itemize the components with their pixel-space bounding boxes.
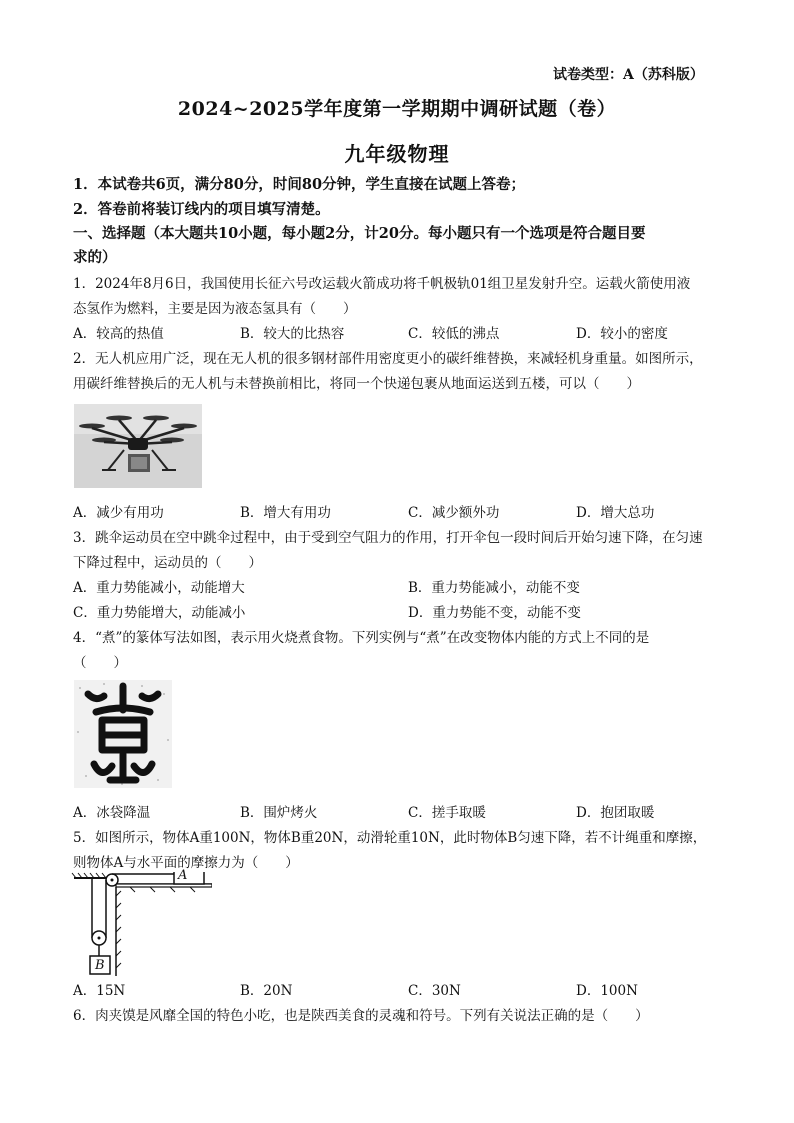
q5-stem-line1: 5．如图所示，物体A重100N，物体B重20N，动滑轮重10N，此时物体B匀速下降，若不计绳重和摩擦，	[73, 830, 707, 846]
drone-icon	[74, 404, 202, 488]
q4-stem-line2: （ ）	[73, 655, 127, 671]
pulley-diagram	[70, 868, 212, 976]
note-2: 2．答卷前将装订线内的项目填写清楚。	[73, 201, 330, 218]
block-a-label: A	[178, 868, 188, 883]
paper-type-label: 试卷类型：A（苏科版）	[553, 67, 704, 83]
q4-option-c: C．搓手取暖	[408, 805, 486, 821]
q1-stem-line2: 态氢作为燃料，主要是因为液态氢具有（ ）	[73, 301, 357, 317]
q5-option-b: B．20N	[240, 983, 293, 999]
drone-photo	[74, 404, 202, 488]
q3-stem-line1: 3．跳伞运动员在空中跳伞过程中，由于受到空气阻力的作用，打开伞包一段时间后开始匀速下降，在匀速	[73, 530, 703, 546]
q1-option-c: C．较低的沸点	[408, 326, 500, 342]
q3-option-a: A．重力势能减小，动能增大	[73, 580, 245, 596]
q4-stem-line1: 4．“煮”的篆体写法如图，表示用火烧煮食物。下列实例与“煮”在改变物体内能的方式上不同的是	[73, 630, 650, 646]
note-1: 1．本试卷共6页，满分80分，时间80分钟，学生直接在试题上答卷；	[73, 176, 526, 193]
q6-stem-line1: 6．肉夹馍是风靡全国的特色小吃，也是陕西美食的灵魂和符号。下列有关说法正确的是（ ）	[73, 1008, 649, 1024]
q2-stem-line2: 用碳纤维替换后的无人机与未替换前相比，将同一个快递包裹从地面运送到五楼，可以（ ）	[73, 376, 640, 392]
q4-option-b: B．围炉烤火	[240, 805, 318, 821]
q5-option-d: D．100N	[576, 983, 638, 999]
pulley-icon	[70, 872, 212, 976]
seal-script-icon	[74, 680, 172, 788]
q4-option-d: D．抱团取暖	[576, 805, 655, 821]
q3-option-d: D．重力势能不变，动能不变	[408, 605, 581, 621]
q3-option-b: B．重力势能减小，动能不变	[408, 580, 580, 596]
q5-stem-line2: 则物体A与水平面的摩擦力为（ ）	[73, 855, 299, 871]
q1-option-a: A．较高的热值	[73, 326, 164, 342]
section-heading-line1: 一、选择题（本大题共10小题，每小题2分，计20分。每小题只有一个选项是符合题目要	[73, 225, 646, 242]
q4-option-a: A．冰袋降温	[73, 805, 151, 821]
q3-option-c: C．重力势能增大，动能减小	[73, 605, 246, 621]
q5-option-a: A．15N	[73, 983, 126, 999]
q3-stem-line2: 下降过程中，运动员的（ ）	[73, 555, 262, 571]
subject-title: 九年级物理	[344, 142, 450, 166]
q2-option-d: D．增大总功	[576, 505, 655, 521]
section-heading-line2: 求的）	[73, 249, 117, 266]
q2-stem-line1: 2．无人机应用广泛，现在无人机的很多钢材部件用密度更小的碳纤维替换，来减轻机身重量。如图所示，	[73, 351, 703, 367]
page-title: 2024~2025学年度第一学期期中调研试题（卷）	[177, 98, 617, 120]
block-b-label: B	[95, 958, 105, 973]
q2-option-b: B．增大有用功	[240, 505, 331, 521]
q1-stem-line1: 1．2024年8月6日，我国使用长征六号改运载火箭成功将千帆极轨01组卫星发射升空。运载火箭使用液	[73, 276, 691, 292]
q2-option-a: A．减少有用功	[73, 505, 164, 521]
q1-option-b: B．较大的比热容	[240, 326, 345, 342]
seal-script-zhu-figure	[74, 680, 172, 788]
q5-option-c: C．30N	[408, 983, 461, 999]
q1-option-d: D．较小的密度	[576, 326, 668, 342]
q2-option-c: C．减少额外功	[408, 505, 500, 521]
